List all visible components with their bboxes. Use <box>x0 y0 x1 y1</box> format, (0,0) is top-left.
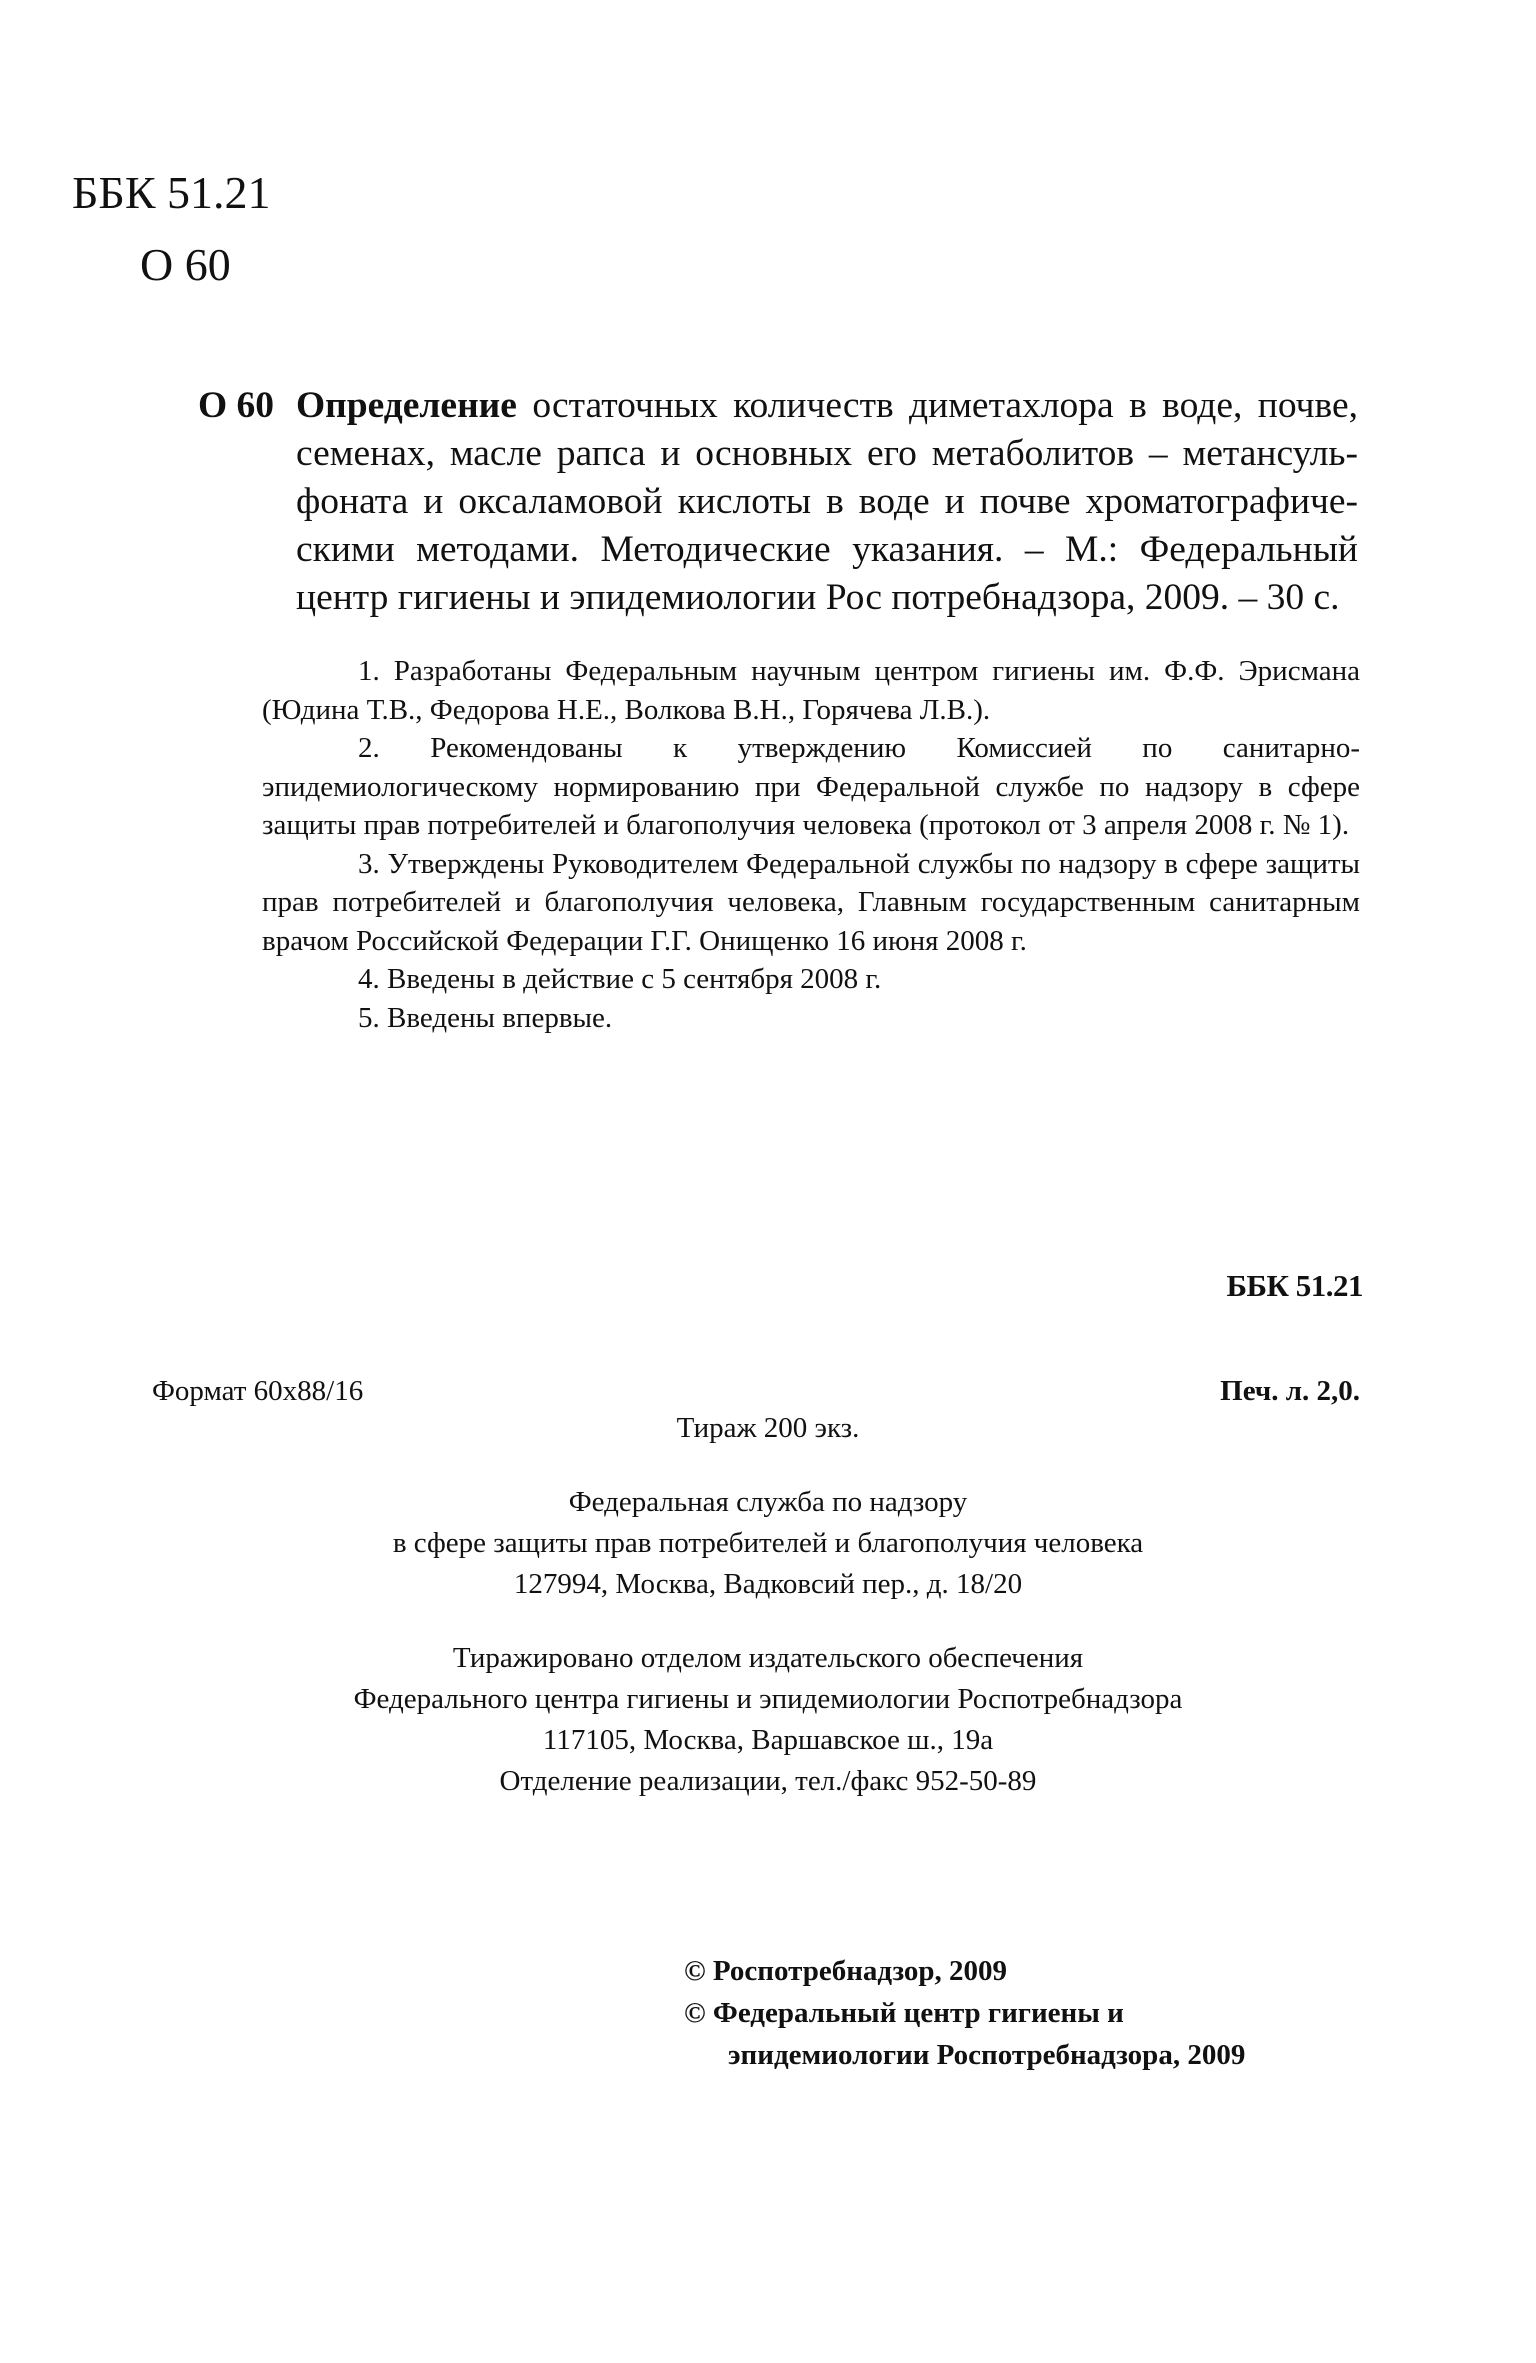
record-author-mark: О 60 <box>198 385 275 426</box>
bbk-bottom-code: ББК 51.21 <box>1226 1268 1363 1303</box>
record-title-bold: Определение <box>296 385 517 426</box>
publisher-block <box>0 1482 1536 1605</box>
record-description <box>296 382 1358 622</box>
notes-list <box>262 652 1360 1037</box>
format-info: Формат 60x88/16 <box>152 1375 364 1407</box>
copyright-line: эпидемиологии Роспотребнадзора, 2009 <box>728 2039 1246 2071</box>
bbk-classification-code: ББК 51.21 <box>72 167 271 218</box>
note-item: 4. Введены в действие с 5 сентября 2008 г. <box>358 963 882 995</box>
record-title-rest: остаточных количеств диметахлора в воде, почве, семенах, масле рапса и основных его метаболитов – метансуль-фоната и оксаламовой кислоты в воде и почве хроматографиче-скими методами. Методические указания. – М.: Федеральный центр гигиены и эпидемиологии Рос потребнадзора, 2009. – 30 с. <box>296 385 1359 618</box>
note-item: 3. Утверждены Руководителем Федеральной службы по надзору в сфере защиты прав потребителей и благополучия человека, Главным государственным санитарным врачом Российской Федерации Г.Г. Онищенко 16 июня 2008 г. <box>262 847 1360 957</box>
copyright-line: © Роспотребнадзор, 2009 <box>684 1955 1008 1987</box>
printed-sheets: Печ. л. 2,0. <box>1220 1375 1360 1407</box>
bibliographic-record <box>198 382 1358 622</box>
note-item: 5. Введены впервые. <box>358 1001 613 1034</box>
note-item: 1. Разработаны Федеральным научным центром гигиены им. Ф.Ф. Эрисмана (Юдина Т.В., Федорова Н.Е., Волкова В.Н., Горячева Л.В.). <box>262 655 1360 726</box>
circulation: Тираж 200 экз. <box>676 1412 860 1444</box>
note-item: 2. Рекомендованы к утверждению Комиссией по санитарно-эпидемиологическому нормированию при Федеральной службе по надзору в сфере защиты прав потребителей и благополучия человека (протокол от 3 апреля 2008 г. № 1). <box>262 732 1360 841</box>
publisher-address: 127994, Москва, Вадковсий пер., д. 18/20 <box>513 1568 1023 1600</box>
printer-line: Тиражировано отделом издательского обеспечения <box>452 1642 1084 1674</box>
copyright-line: © Федеральный центр гигиены и <box>684 1997 1124 2029</box>
printer-address: 117105, Москва, Варшавское ш., 19а <box>542 1724 994 1756</box>
author-mark: О 60 <box>140 239 231 290</box>
publisher-line: Федеральная служба по надзору <box>568 1486 968 1518</box>
copyright-block <box>684 1950 1245 2076</box>
printer-block <box>0 1638 1536 1802</box>
printer-line: Федерального центра гигиены и эпидемиологии Роспотребнадзора <box>353 1683 1183 1715</box>
printer-contact: Отделение реализации, тел./факс 952-50-89 <box>499 1765 1037 1797</box>
publisher-line: в сфере защиты прав потребителей и благополучия человека <box>392 1527 1144 1559</box>
